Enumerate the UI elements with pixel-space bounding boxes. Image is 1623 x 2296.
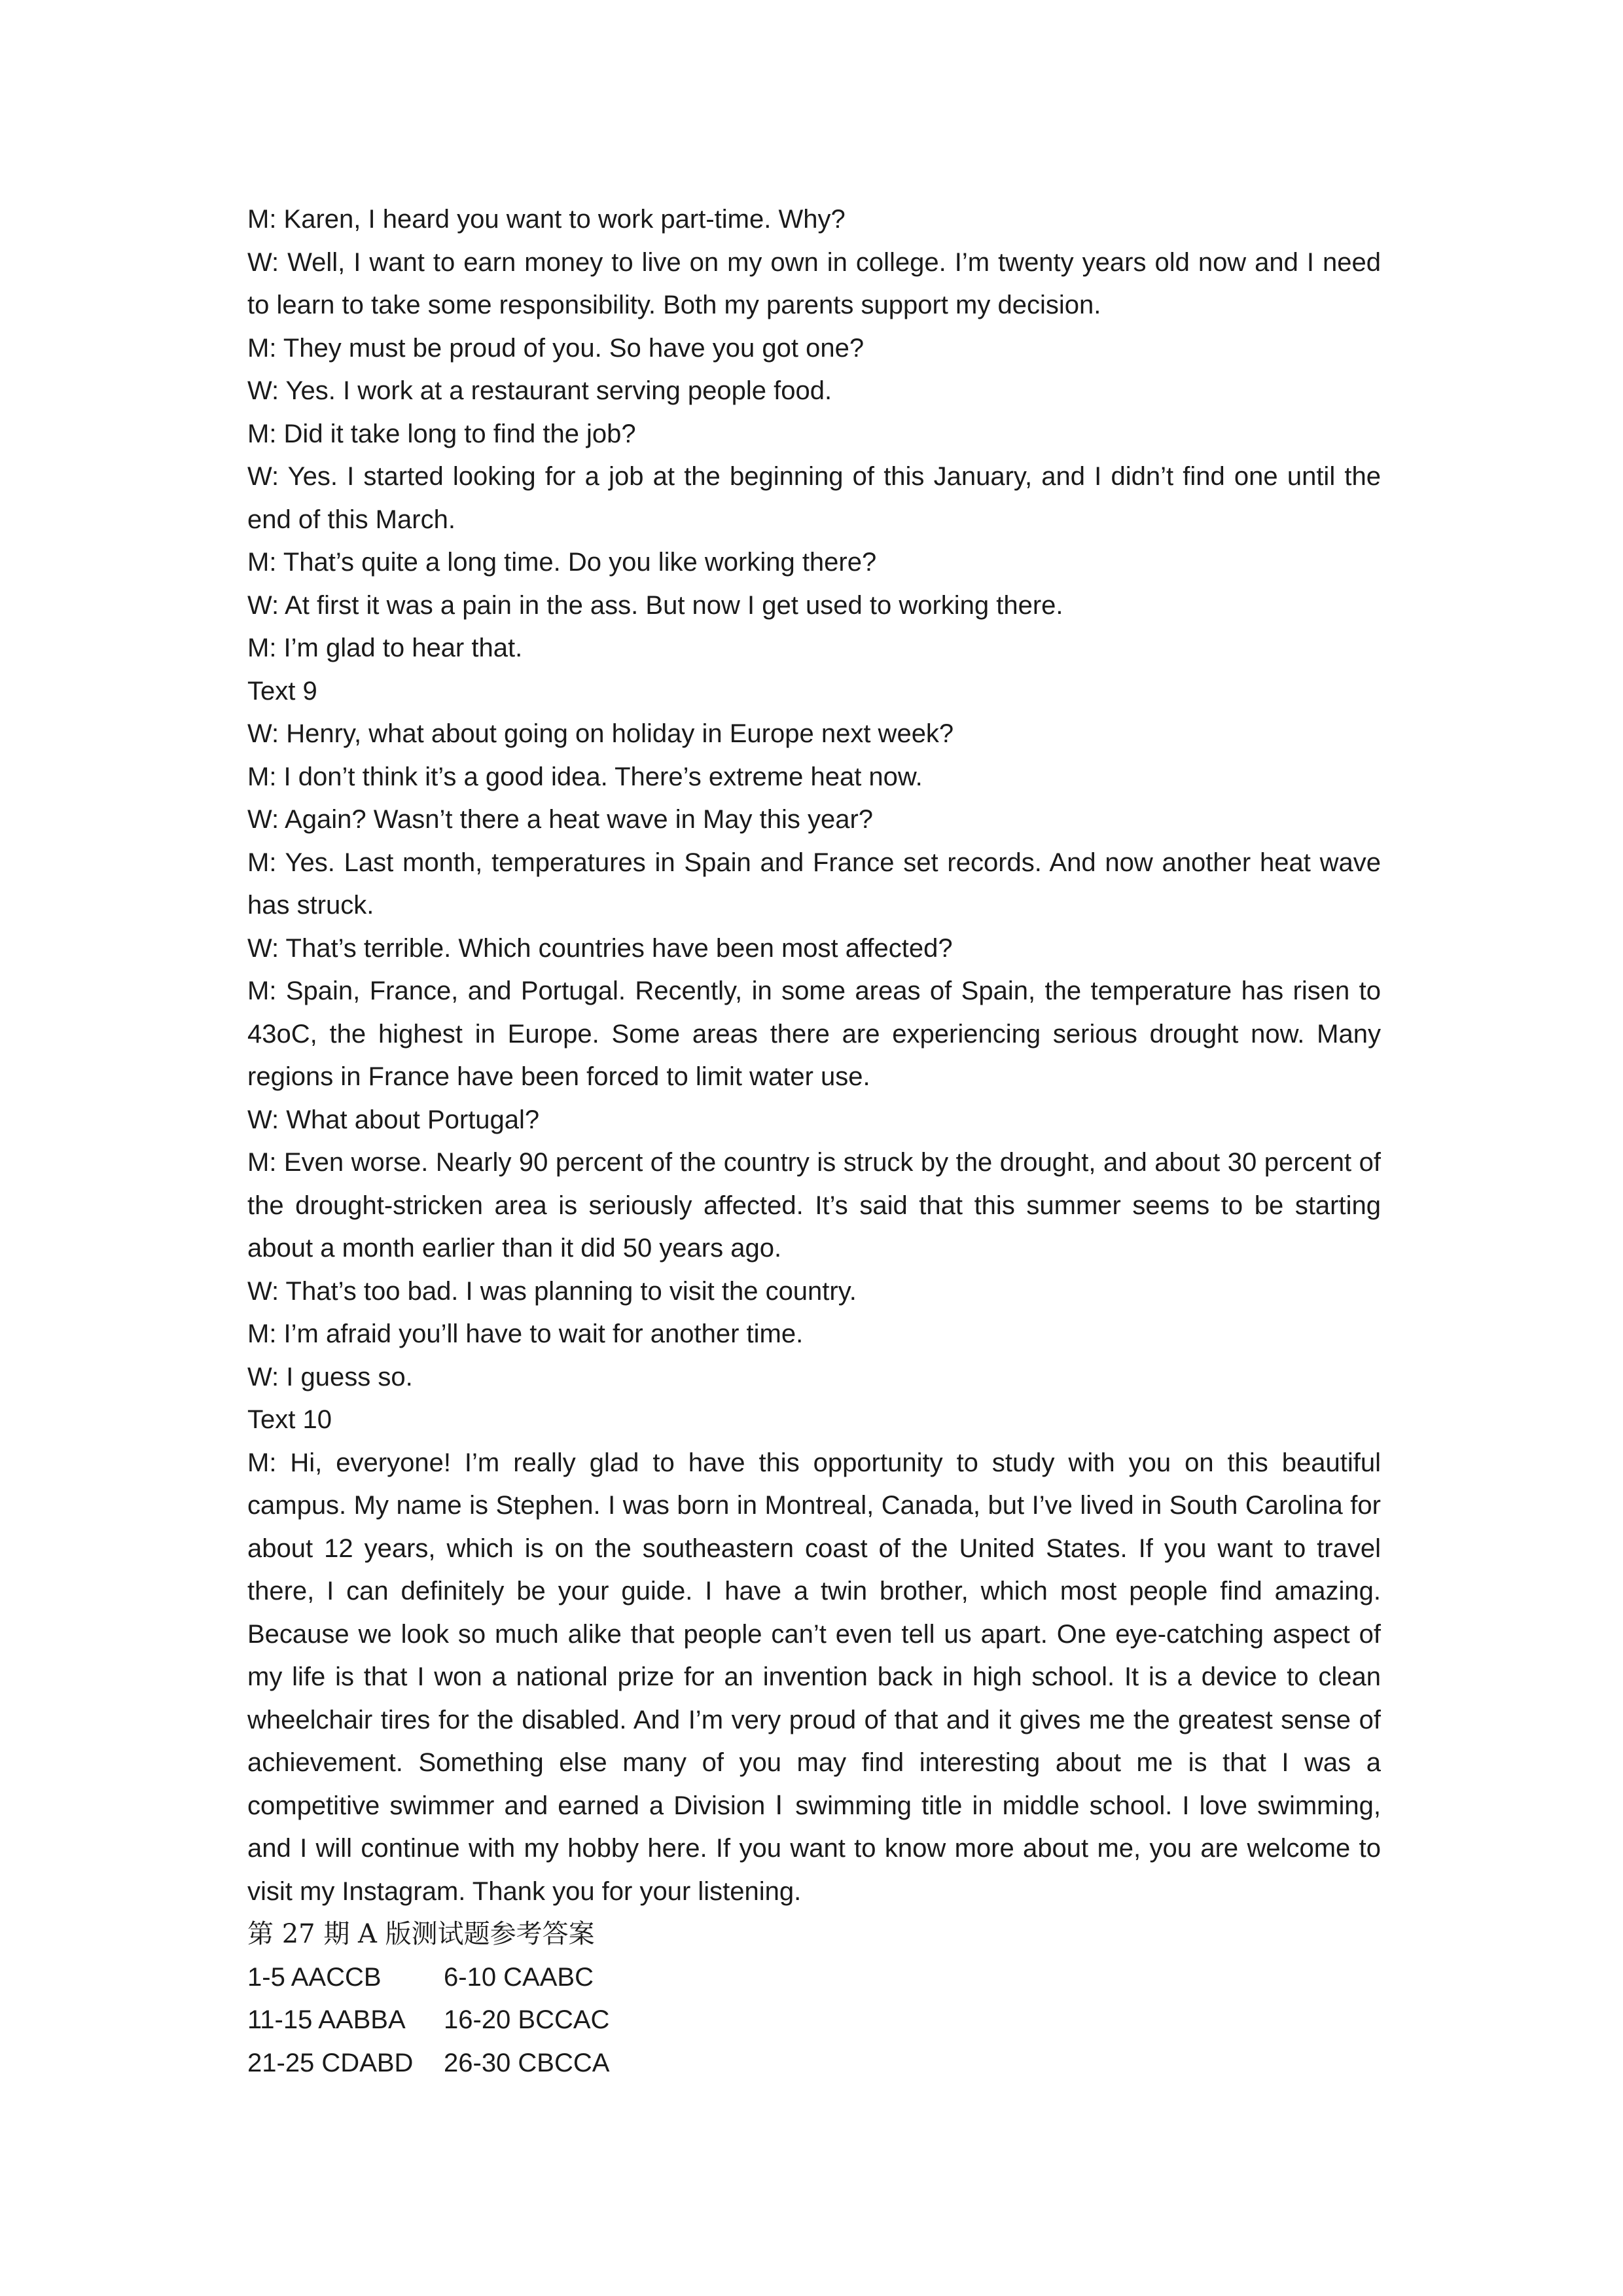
answer-group: 11-15 AABBA [247,2005,406,2034]
answer-key-title: 第 27 期 A 版测试题参考答案 [247,1919,595,1949]
transcript-line: M: Spain, France, and Portugal. Recently, in some areas of Spain, the temperature has risen to 43oC, the highest in Europe. Some areas there are experiencing serious drought now. Many regions in France have been forced to limit water use. [247,977,1381,1091]
transcript-line: W: What about Portugal? [247,1105,540,1134]
answer-row [247,2042,1381,2085]
transcript-line: W: That’s too bad. I was planning to visit the country. [247,1276,857,1306]
answer-group: 6-10 CAABC [444,1962,594,1992]
transcript-line: M: I’m afraid you’ll have to wait for another time. [247,1319,804,1348]
answer-group: 21-25 CDABD [247,2048,414,2077]
transcript-line: W: Again? Wasn’t there a heat wave in May this year? [247,805,874,834]
answer-group: 1-5 AACCB [247,1962,382,1992]
transcript-line: M: Even worse. Nearly 90 percent of the country is struck by the drought, and about 30 percent of the drought-stricken area is seriously affected. It’s said that this summer seems to be starting about a month earlier than it did 50 years ago. [247,1148,1381,1263]
transcript-line: M: They must be proud of you. So have you got one? [247,333,865,363]
section-heading: Text 9 [247,676,317,706]
listening-transcript [247,198,1381,2085]
transcript-line: W: I guess so. [247,1362,413,1391]
transcript-line: W: Yes. I started looking for a job at the beginning of this January, and I didn’t find one until the end of this March. [247,462,1381,534]
transcript-line: M: I’m glad to hear that. [247,634,523,662]
transcript-line: M: I don’t think it’s a good idea. There’s extreme heat now. [247,762,923,791]
transcript-line: M: That’s quite a long time. Do you like working there? [247,548,877,577]
transcript-line: M: Hi, everyone! I’m really glad to have this opportunity to study with you on this beautiful campus. My name is Stephen. I was born in Montreal, Canada, but I’ve lived in South Carolina for about 12 years, which is on the southeastern coast of the United States. If you want to travel there, I can definitely be your guide. I have a twin brother, which most people find amazing. Because we look so much alike that people can’t even tell us apart. One eye-catching aspect of my life is that I won a national prize for an invention back in high school. It is a device to clean wheelchair tires for the disabled. And I’m very proud of that and it gives me the greatest sense of achievement. Something else many of you may find interesting about me is that I was a competitive swimmer and earned a Division Ⅰ swimming title in middle school. I love swimming, and I will continue with my hobby here. If you want to know more about me, you are welcome to visit my Instagram. Thank you for your listening. [247,1448,1381,1906]
answer-row [247,1999,1381,2042]
transcript-line: M: Did it take long to find the job? [247,419,636,448]
answer-row [247,1956,1381,2000]
transcript-line: W: That’s terrible. Which countries have been most affected? [247,933,953,963]
answer-group: 16-20 BCCAC [444,2005,610,2034]
transcript-line: W: At first it was a pain in the ass. But now I get used to working there. [247,590,1063,620]
transcript-line: M: Yes. Last month, temperatures in Spain and France set records. And now another heat wave has struck. [247,848,1381,920]
transcript-line: W: Yes. I work at a restaurant serving people food. [247,376,832,405]
answer-group: 26-30 CBCCA [444,2048,610,2077]
section-heading: Text 10 [247,1405,332,1434]
transcript-line: W: Henry, what about going on holiday in Europe next week? [247,719,954,748]
transcript-line: M: Karen, I heard you want to work part-time. Why? [247,205,846,234]
transcript-line: W: Well, I want to earn money to live on my own in college. I’m twenty years old now and I need to learn to take some responsibility. Both my parents support my decision. [247,247,1381,319]
